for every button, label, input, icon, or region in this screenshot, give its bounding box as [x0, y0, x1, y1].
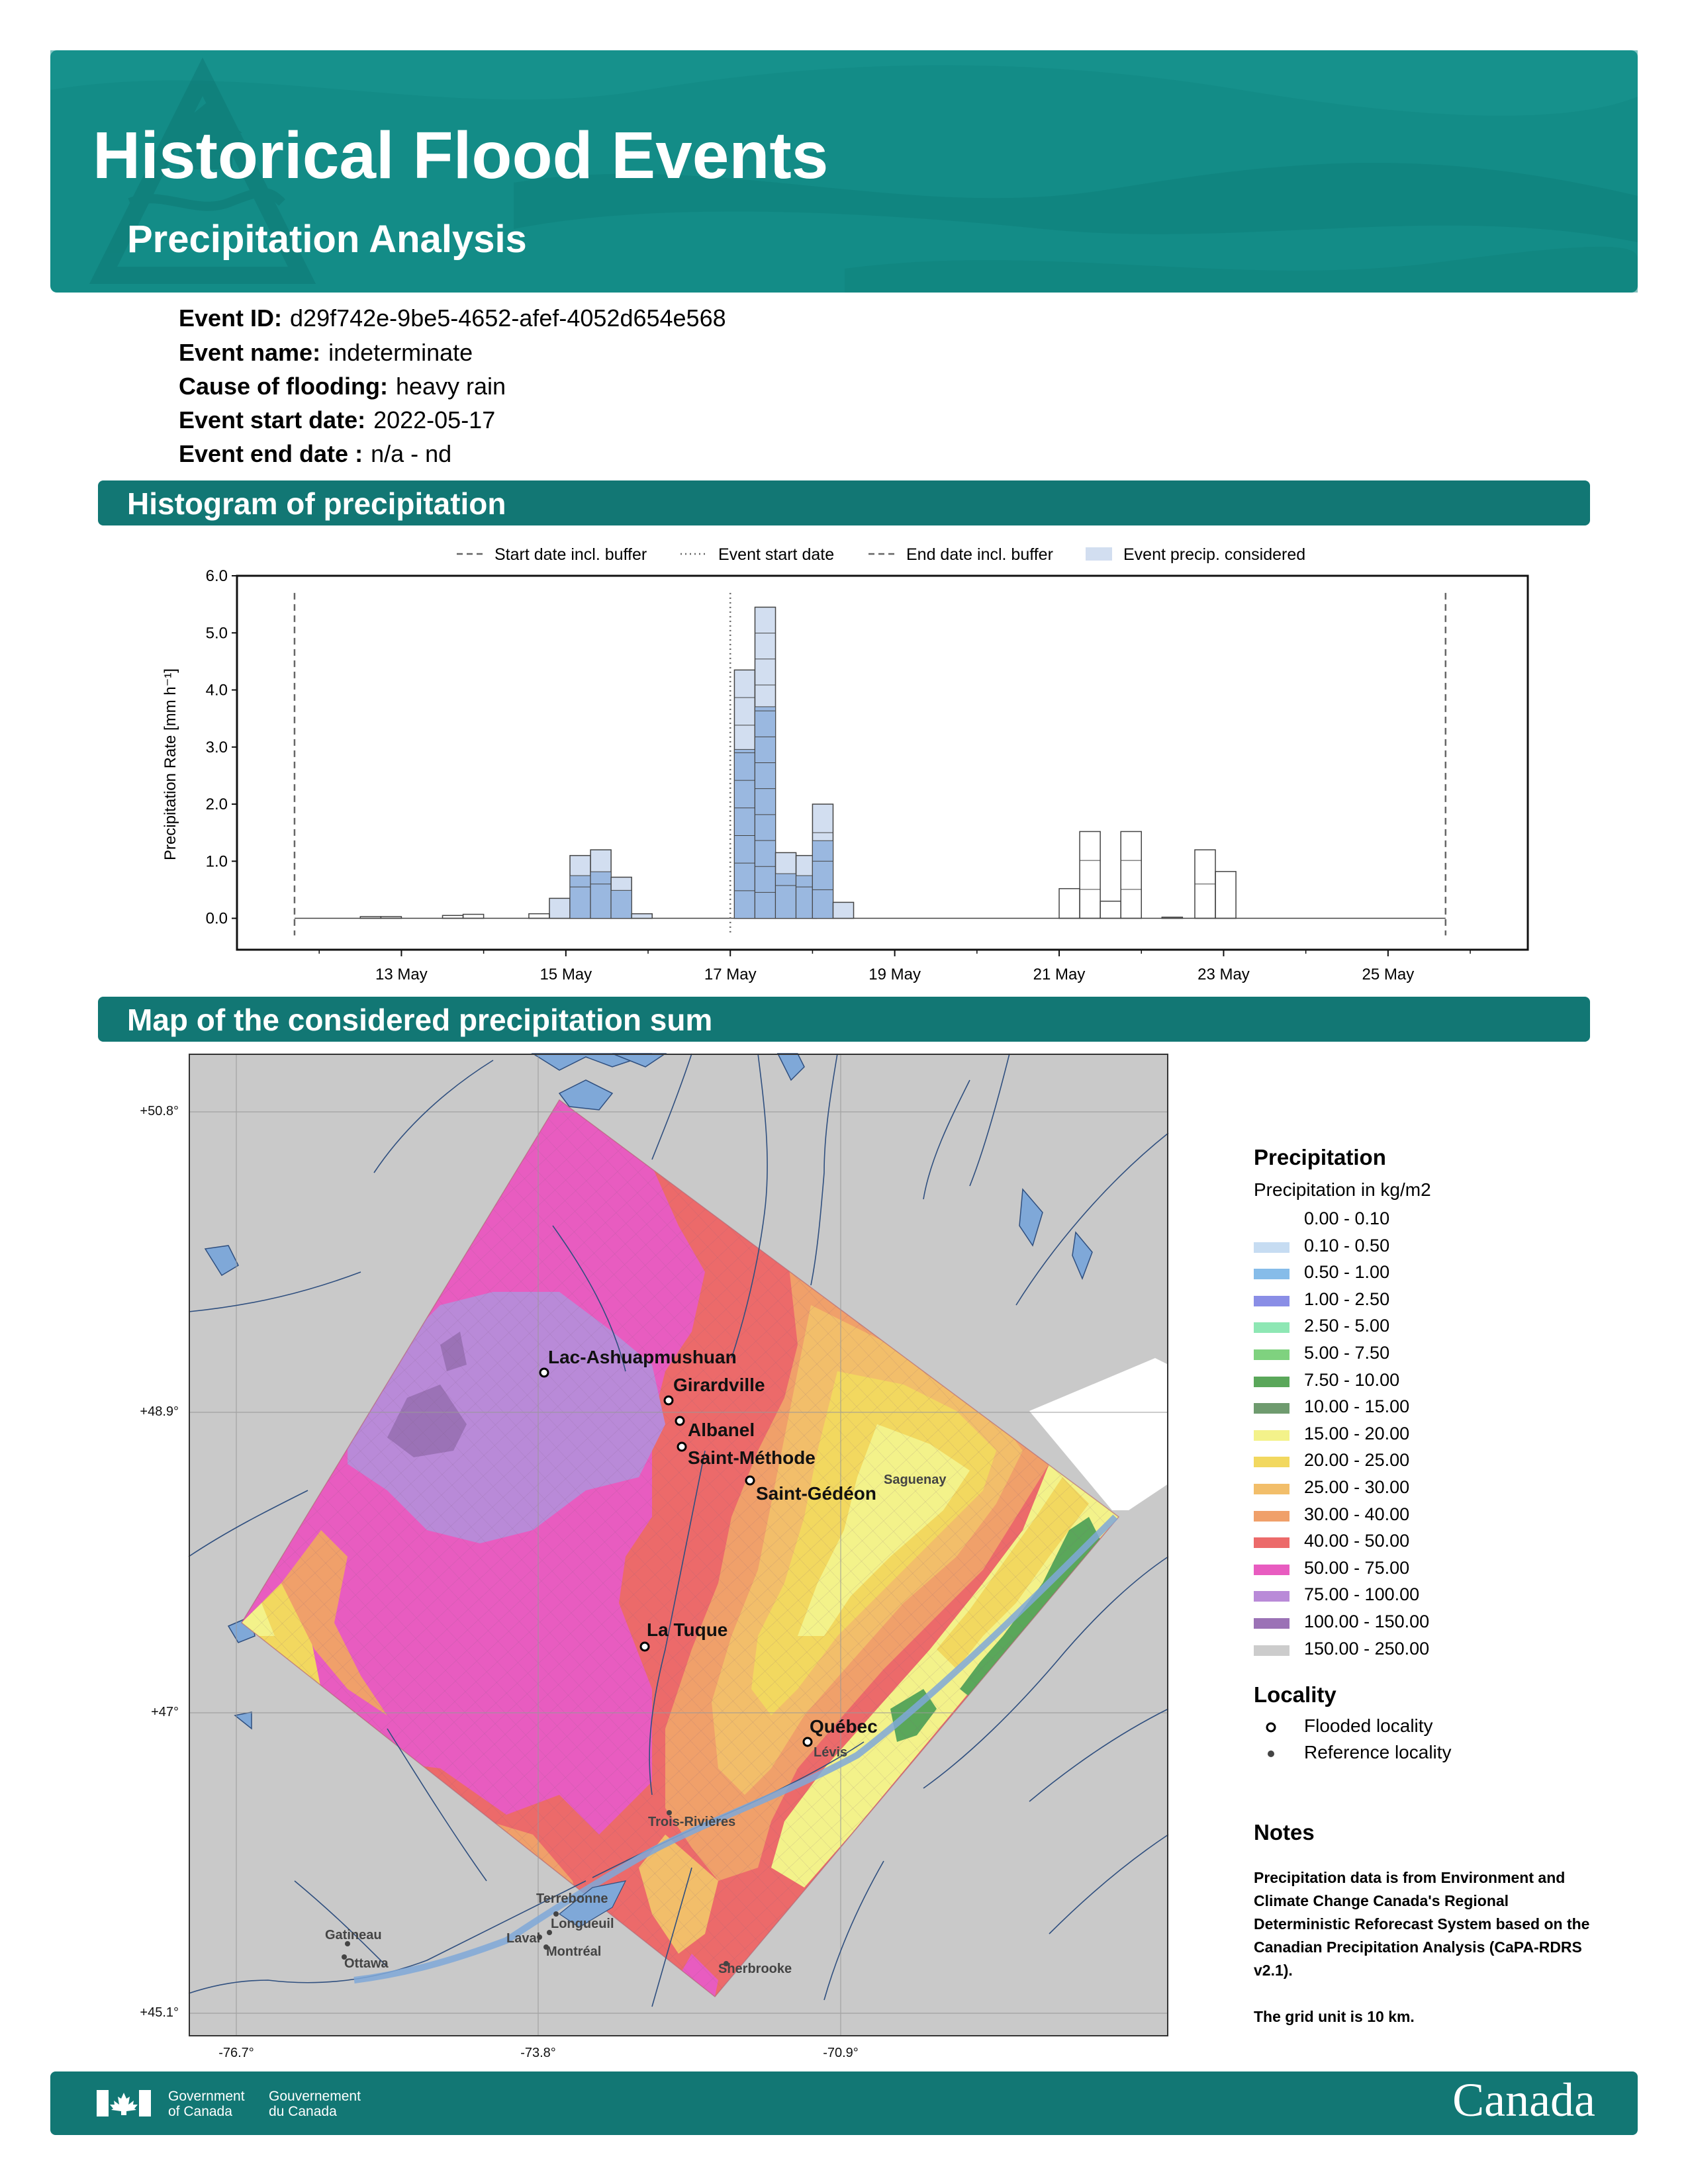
legend-class-label: 30.00 - 40.00: [1304, 1504, 1410, 1524]
legend-start-buffer: Start date incl. buffer: [494, 545, 647, 564]
considered-bar-inner: [590, 872, 611, 918]
outside-bar: [1162, 917, 1182, 919]
notes-grid-unit: The grid unit is 10 km.: [1254, 2008, 1415, 2025]
legend-class-swatch: [1254, 1377, 1289, 1387]
y-tick-label: 4.0: [205, 681, 228, 700]
y-tick-label: 5.0: [205, 624, 228, 643]
flooded-marker-girardville: [665, 1396, 673, 1404]
considered-bar: [549, 898, 570, 918]
outside-bar: [381, 917, 401, 919]
lat-label-47: +47°: [151, 1705, 179, 1719]
lat-label-50-8: +50.8°: [140, 1104, 179, 1118]
label-trois-rivieres: Trois-Rivières: [648, 1815, 736, 1829]
outside-bar: [463, 915, 484, 919]
flooded-marker-albanel: [676, 1417, 684, 1425]
label-sherbrooke: Sherbrooke: [718, 1962, 792, 1976]
event-name-row: [179, 339, 473, 372]
label-gatineau: Gatineau: [325, 1928, 382, 1942]
legend-class-swatch: [1254, 1296, 1289, 1306]
outside-bar: [529, 914, 549, 919]
reference-locality-icon: [1264, 1742, 1280, 1766]
legend-class-label: 1.00 - 2.50: [1304, 1289, 1390, 1309]
legend-class-label: 100.00 - 150.00: [1304, 1612, 1430, 1631]
legend-class-label: 75.00 - 100.00: [1304, 1584, 1420, 1605]
flooded-marker-saint-methode: [678, 1443, 686, 1451]
label-saint-methode: Saint-Méthode: [688, 1447, 816, 1468]
legend-class-label: 10.00 - 15.00: [1304, 1396, 1410, 1417]
label-laval: Laval: [506, 1931, 541, 1946]
canada-wordmark: Canada: [1452, 2073, 1595, 2126]
footer-gov-fr-line1: Gouvernement: [269, 2089, 361, 2104]
legend-class-label: 20.00 - 25.00: [1304, 1450, 1410, 1471]
precipitation-histogram: [146, 536, 1569, 986]
map-lon-labels: [189, 2040, 1168, 2066]
lat-label-45-1: +45.1°: [140, 2005, 179, 2020]
legend-end-buffer: End date incl. buffer: [906, 545, 1053, 564]
legend-class-swatch: [1254, 1565, 1289, 1575]
outside-bar: [1100, 901, 1121, 919]
legend-class-swatch: [1254, 1349, 1289, 1360]
y-tick-label: 1.0: [205, 852, 228, 871]
considered-bar: [833, 902, 853, 918]
label-la-tuque: La Tuque: [647, 1619, 728, 1640]
legend-class-label: 5.00 - 7.50: [1304, 1343, 1390, 1363]
legend-class-swatch: [1254, 1591, 1289, 1602]
footer-gov-en-line1: Government: [168, 2089, 245, 2104]
legend-class-swatch: [1254, 1484, 1289, 1494]
histogram-bars: [360, 607, 1236, 918]
canada-flag-icon: [97, 2090, 151, 2116]
legend-considered: Event precip. considered: [1123, 545, 1306, 564]
legend-flooded-label: Flooded locality: [1304, 1715, 1433, 1736]
legend-class-swatch: [1254, 1511, 1289, 1522]
flooded-marker-lac-ashuapmushuan: [540, 1369, 548, 1377]
outside-bar: [1121, 831, 1141, 918]
footer-gov-fr-line2: du Canada: [269, 2104, 337, 2119]
legend-class-label: 15.00 - 20.00: [1304, 1423, 1410, 1443]
precipitation-map: [189, 1054, 1168, 2036]
legend-class-swatch: [1254, 1242, 1289, 1253]
legend-event-start: Event start date: [718, 545, 835, 564]
flooded-marker-la-tuque: [641, 1643, 649, 1651]
legend-title: Precipitation: [1254, 1145, 1386, 1169]
label-terrebonne: Terrebonne: [536, 1891, 608, 1906]
legend-class-swatch: [1254, 1457, 1289, 1467]
legend-class-label: 40.00 - 50.00: [1304, 1531, 1410, 1551]
notes-source: Precipitation data is from Environment and Climate Change Canada's Regional Deterministic Reforecast System based on the Canadian Precipitation Analysis (CaPA-RDRS v2.1).: [1254, 1869, 1590, 1979]
label-saint-gedeon: Saint-Gédéon: [756, 1483, 877, 1504]
legend-reference-label: Reference locality: [1304, 1742, 1452, 1762]
y-tick-label: 6.0: [205, 567, 228, 585]
notes-title: Notes: [1254, 1820, 1315, 1844]
y-tick-label: 2.0: [205, 796, 228, 814]
map-section-title: Map of the considered precipitation sum: [127, 1003, 713, 1037]
histogram-y-label: Precipitation Rate [mm h⁻¹]: [162, 668, 179, 861]
label-girardville: Girardville: [673, 1375, 765, 1395]
outside-bar: [1059, 889, 1080, 919]
lon-label-76-7: -76.7°: [218, 2046, 254, 2060]
event-id-label: Event ID:: [179, 304, 283, 332]
footer-gov-fr: [269, 2089, 361, 2119]
notes-body: [1254, 1866, 1598, 2028]
histogram-x-axis: [319, 950, 1470, 983]
legend-class-swatch: [1254, 1430, 1289, 1441]
considered-bar-inner: [776, 874, 796, 918]
label-quebec: Québec: [810, 1716, 878, 1737]
legend-units: Precipitation in kg/m2: [1254, 1179, 1431, 1200]
event-cause-row: [179, 373, 506, 406]
legend-class-label: 0.00 - 0.10: [1304, 1208, 1390, 1228]
flooded-locality-icon: [1264, 1715, 1280, 1739]
considered-bar-inner: [812, 841, 833, 918]
event-end-label: Event end date :: [179, 440, 363, 467]
legend-class-swatch: [1254, 1215, 1289, 1226]
outside-bar: [443, 915, 463, 918]
label-saguenay: Saguenay: [884, 1473, 947, 1487]
label-albanel: Albanel: [688, 1420, 755, 1440]
legend-class-label: 50.00 - 75.00: [1304, 1557, 1410, 1578]
legend-flooded-locality: [1264, 1715, 1433, 1739]
histogram-section-title: Histogram of precipitation: [127, 486, 506, 521]
lon-label-73-8: -73.8°: [520, 2046, 556, 2060]
considered-bar-inner: [611, 890, 632, 918]
legend-class-swatch: [1254, 1618, 1289, 1629]
outside-bar: [1080, 831, 1100, 918]
flooded-marker-saint-gedeon: [746, 1477, 754, 1484]
legend-class-label: 25.00 - 30.00: [1304, 1477, 1410, 1497]
event-id-row: [179, 304, 726, 338]
map-lat-labels: [119, 1092, 192, 2020]
label-montreal: Montréal: [546, 1944, 602, 1959]
x-tick-label: 23 May: [1197, 966, 1250, 983]
footer-gov-en: [168, 2089, 245, 2119]
histogram-reference-lines: [295, 593, 1446, 936]
footer-gov-en-line2: of Canada: [168, 2104, 232, 2119]
y-tick-label: 3.0: [205, 738, 228, 756]
considered-bar-inner: [570, 876, 590, 919]
legend-class-label: 0.10 - 0.50: [1304, 1235, 1390, 1255]
label-lac-ashuapmushuan: Lac-Ashuapmushuan: [548, 1347, 737, 1367]
lon-label-70-9: -70.9°: [823, 2046, 859, 2060]
label-levis: Lévis: [814, 1745, 848, 1760]
x-tick-label: 19 May: [868, 966, 921, 983]
y-tick-label: 0.0: [205, 909, 228, 928]
x-tick-label: 17 May: [704, 966, 757, 983]
x-tick-label: 21 May: [1033, 966, 1086, 983]
event-start-label: Event start date:: [179, 406, 366, 433]
event-start-row: [179, 406, 495, 439]
event-cause-value: heavy rain: [395, 373, 506, 400]
label-longueuil: Longueuil: [551, 1917, 614, 1931]
legend-class-label: 0.50 - 1.00: [1304, 1262, 1390, 1283]
histogram-y-axis: [206, 567, 237, 928]
outside-bar: [360, 917, 381, 919]
page-subtitle: Precipitation Analysis: [127, 218, 527, 261]
legend-class-swatch: [1254, 1403, 1289, 1414]
event-name-label: Event name:: [179, 339, 321, 366]
map-section-bar: [98, 997, 1590, 1042]
event-id-value: d29f742e-9be5-4652-afef-4052d654e568: [290, 304, 726, 332]
event-name-value: indeterminate: [328, 339, 473, 366]
outside-bar: [1215, 872, 1236, 919]
legend-class-label: 150.00 - 250.00: [1304, 1638, 1430, 1659]
event-end-value: n/a - nd: [371, 440, 452, 467]
flooded-marker-quebec: [804, 1738, 812, 1746]
legend-class-swatch: [1254, 1269, 1289, 1279]
event-cause-label: Cause of flooding:: [179, 373, 388, 400]
lat-label-48-9: +48.9°: [140, 1404, 179, 1419]
legend-class-swatch: [1254, 1645, 1289, 1656]
considered-bar-inner: [734, 749, 755, 918]
considered-bar-inner: [755, 707, 775, 919]
histogram-section-bar: [98, 480, 1590, 525]
legend-class-label: 7.50 - 10.00: [1304, 1369, 1400, 1390]
x-tick-label: 13 May: [375, 966, 428, 983]
x-tick-label: 25 May: [1362, 966, 1415, 983]
x-tick-label: 15 May: [539, 966, 592, 983]
locality-legend-title: Locality: [1254, 1682, 1336, 1707]
event-end-row: [179, 440, 451, 473]
histogram-legend: [457, 545, 1305, 564]
event-start-value: 2022-05-17: [373, 406, 496, 433]
legend-class-swatch: [1254, 1322, 1289, 1333]
legend-class-label: 2.50 - 5.00: [1304, 1316, 1390, 1336]
label-ottawa: Ottawa: [344, 1956, 389, 1971]
considered-bar: [632, 914, 652, 919]
legend-class-swatch: [1254, 1537, 1289, 1548]
histogram-plot-frame: [237, 576, 1528, 950]
legend-reference-locality: [1264, 1742, 1452, 1766]
page-title: Historical Flood Events: [93, 118, 829, 193]
